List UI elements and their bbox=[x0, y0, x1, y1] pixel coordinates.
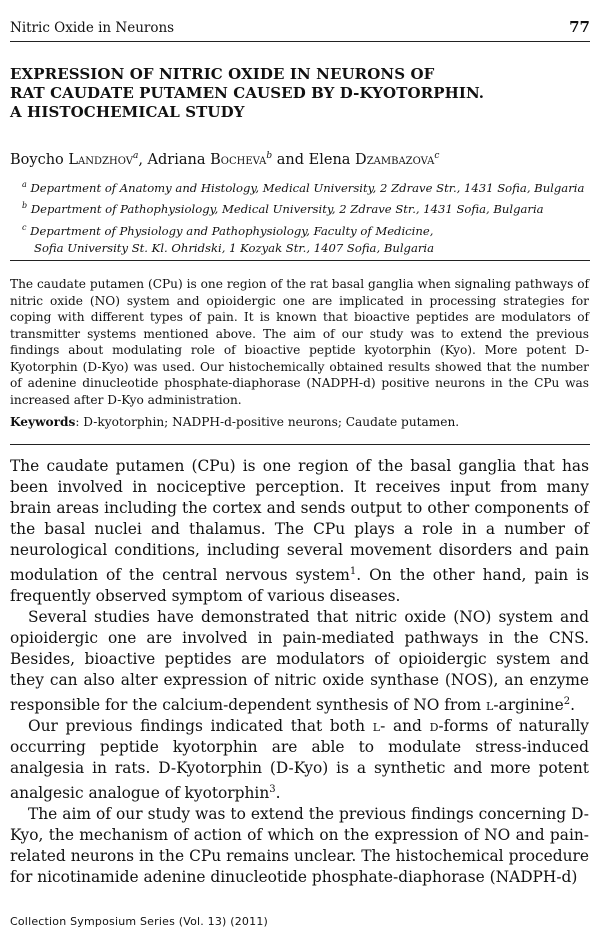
paragraph-text: . On the other hand, pain is frequently observed symptom of various diseases. bbox=[10, 566, 589, 606]
small-caps-text: l bbox=[486, 696, 494, 715]
author-list: Boycho Landzhov$^a$, Adriana Bocheva$^b$ and Elena Dzambazova$^c$ bbox=[10, 151, 440, 168]
affiliations bbox=[22, 176, 584, 258]
page-number: 77 bbox=[569, 18, 590, 36]
running-head bbox=[10, 18, 590, 38]
author: Adriana Bocheva$^b$ bbox=[147, 151, 273, 168]
paragraph-text: -arginine bbox=[493, 696, 564, 715]
reference-mark: 1 bbox=[349, 566, 357, 577]
affiliation-continued: Sofia University St. Kl. Ohridski, 1 Kozyak Str., 1407 Sofia, Bulgaria bbox=[34, 241, 435, 256]
body-paragraph bbox=[10, 716, 589, 804]
small-caps-text: d bbox=[429, 717, 439, 736]
header-rule bbox=[10, 41, 590, 42]
title-line: RAT CAUDATE PUTAMEN CAUSED BY D-KYOTORPHIN. bbox=[10, 84, 485, 102]
title-line: EXPRESSION OF NITRIC OXIDE IN NEURONS OF bbox=[10, 65, 435, 83]
article-title bbox=[10, 65, 580, 122]
affiliation: $^a$ Department of Anatomy and Histology, Medical University, 2 Zdrave Str., 1431 Sofia, Bulgaria bbox=[22, 180, 585, 195]
footer-series: Collection Symposium Series (Vol. 13) (2011) bbox=[10, 915, 269, 928]
reference-mark: 2 bbox=[563, 696, 571, 708]
author: Boycho Landzhov$^a$ bbox=[10, 151, 139, 168]
paragraph-text: . bbox=[275, 784, 281, 803]
paragraph-text: The caudate putamen (CPu) is one region of the basal ganglia that has been involved in nociceptive perception. It receives input from many brain areas including the cortex and sends output to other components of the basal nuclei and thalamus. The CPu plays a role in a number of neurological conditions, including several movement disorders and pain modulation of the central nervous system bbox=[10, 457, 589, 585]
body-paragraph bbox=[10, 607, 589, 716]
reference-mark: 3 bbox=[269, 784, 276, 796]
abstract-top-rule bbox=[10, 260, 590, 261]
paragraph-text: - and bbox=[380, 717, 430, 736]
title-line: A HISTOCHEMICAL STUDY bbox=[10, 103, 245, 121]
paragraph-text: . bbox=[570, 696, 575, 715]
affiliation: $^b$ Department of Pathophysiology, Medical University, 2 Zdrave Str., 1431 Sofia, Bulgaria bbox=[22, 201, 544, 217]
keywords bbox=[10, 414, 589, 431]
paragraph-text: Several studies have demonstrated that nitric oxide (NO) system and opioidergic one are involved in pain-mediated pathways in the CNS. Besides, bioactive peptides are modulators of opioidergic system and they can also alter expression of nitric oxide synthase (NOS), an enzyme responsible for the calcium-dependent synthesis of NO from bbox=[10, 608, 589, 715]
paragraph-text: The aim of our study was to extend the previous findings concerning D-Kyo, the mechanism of action of which on the expression of NO and pain-related neurons in the CPu remains unclear. The histochemical procedure for nicotinamide adenine dinucleotide phosphate-diaphorase (NADPH-d) bbox=[10, 805, 589, 887]
keywords-label: Keywords bbox=[10, 415, 76, 429]
abstract: The caudate putamen (CPu) is one region of the rat basal ganglia when signaling pathways of nitric oxide (NO) system and opioidergic one are implicated in processing strategies for coping with different types of pain. It is known that bioactive peptides are modulators of transmitter systems mentioned above. The aim of our study was to extend the previous findings about modulating role of bioactive peptide kyotorphin (Kyo). More potent D-Kyotorphin (D-Kyo) was used. Our histochemically obtained results showed that the number of adenine dinucleotide phosphate-diaphorase (NADPH-d) positive neurons in the CPu was increased after D-Kyo administration. bbox=[10, 277, 589, 407]
paragraph-text: Our previous findings indicated that both bbox=[28, 717, 373, 736]
paragraph-text: -forms of naturally occurring peptide kyotorphin are able to modulate stress-induced analgesia in rats. D-Kyotorphin (D-Kyo) is a synthetic and more potent analgesic analogue of kyotorphin bbox=[10, 717, 589, 803]
body-text bbox=[10, 456, 589, 888]
affiliation: $^c$ Department of Physiology and Pathophysiology, Faculty of Medicine, bbox=[22, 222, 434, 238]
small-caps-text: l bbox=[372, 717, 381, 736]
abstract-bottom-rule bbox=[10, 444, 590, 445]
body-paragraph bbox=[10, 804, 589, 888]
body-paragraph bbox=[10, 456, 589, 607]
author: Elena Dzambazova$^c$ bbox=[308, 151, 440, 168]
keywords-text: : D-kyotorphin; NADPH-d-positive neurons; Caudate putamen. bbox=[75, 415, 460, 429]
running-head-title: Nitric Oxide in Neurons bbox=[10, 20, 175, 36]
